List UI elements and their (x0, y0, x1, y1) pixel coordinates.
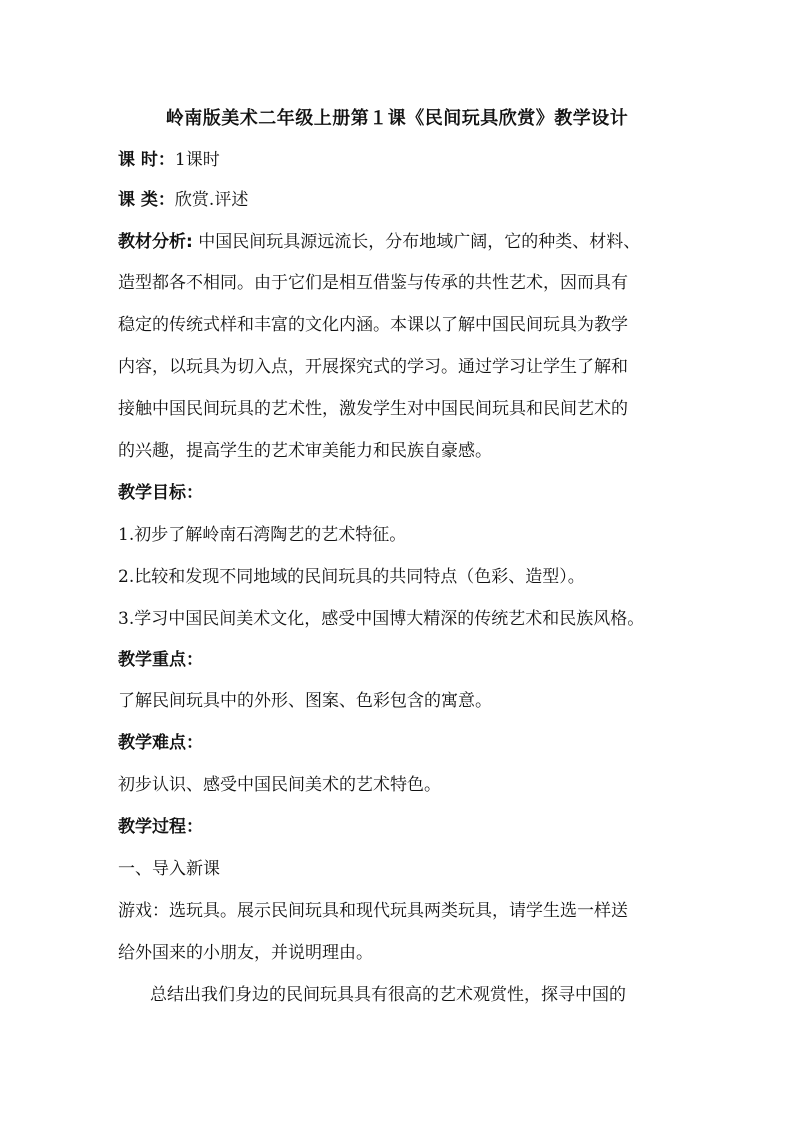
analysis-text: 中国民间玩具源远流长，分布地域广阔，它的种类、材料、 (192, 232, 641, 252)
analysis-label: 教材分析: (118, 232, 193, 252)
lesson-time-row (118, 149, 220, 171)
lesson-time-label: 课 时： (118, 150, 175, 170)
analysis-line: 造型都各不相同。由于它们是相互借鉴与传承的共性艺术，因而具有 (118, 273, 628, 293)
process-heading: 教学过程： (118, 817, 203, 837)
goal-item: 2.比较和发现不同地域的民间玩具的共同特点（色彩、造型）。 (118, 567, 585, 587)
analysis-line: 的兴趣，提高学生的艺术审美能力和民族自豪感。 (118, 441, 492, 461)
key-heading: 教学重点： (118, 650, 203, 670)
analysis-line: 内容，以玩具为切入点，开展探究式的学习。通过学习让学生了解和 (118, 357, 628, 377)
process-game-line: 给外国来的小朋友，并说明理由。 (118, 943, 373, 963)
goal-item: 3.学习中国民间美术文化，感受中国博大精深的传统艺术和民族风格。 (118, 609, 645, 629)
goal-item: 1.初步了解岭南石湾陶艺的艺术特征。 (118, 525, 407, 545)
lesson-type-label: 课 类： (118, 190, 175, 210)
document-title: 岭南版美术二年级上册第１课《民间玩具欣赏》教学设计 (165, 108, 629, 129)
process-game-line: 游戏：选玩具。展示民间玩具和现代玩具两类玩具，请学生选一样送 (118, 901, 628, 921)
goals-heading: 教学目标： (118, 483, 203, 503)
difficulty-heading: 教学难点： (118, 733, 203, 753)
analysis-line: 稳定的传统式样和丰富的文化内涵。本课以了解中国民间玩具为教学 (118, 315, 628, 335)
lesson-type-row (118, 189, 248, 211)
difficulty-text: 初步认识、感受中国民间美术的艺术特色。 (118, 775, 441, 795)
process-step: 一、导入新课 (118, 859, 220, 879)
analysis-line (118, 231, 640, 253)
lesson-type-value: 欣赏.评述 (174, 190, 249, 210)
analysis-line: 接触中国民间玩具的艺术性，激发学生对中国民间玩具和民间艺术的 (118, 399, 628, 419)
lesson-time-value: 1课时 (174, 150, 220, 170)
key-text: 了解民间玩具中的外形、图案、色彩包含的寓意。 (118, 691, 492, 711)
process-summary: 总结出我们身边的民间玩具具有很高的艺术观赏性，探寻中国的 (150, 985, 626, 1005)
